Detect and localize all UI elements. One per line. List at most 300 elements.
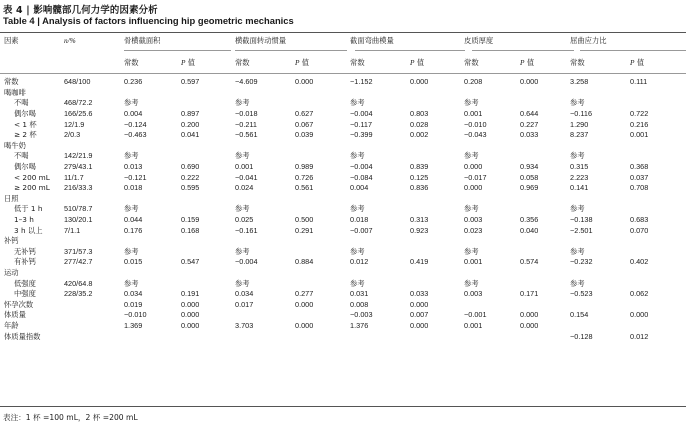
cell-coef: 0.208 bbox=[464, 77, 483, 87]
cell-p: 0.070 bbox=[630, 225, 649, 235]
cell-coef: 3.703 bbox=[235, 320, 254, 330]
cell-coef: 0.018 bbox=[124, 183, 143, 193]
cell-p bbox=[520, 98, 570, 109]
header-group-2: 横截面转动惯量 bbox=[235, 36, 287, 45]
cell-p: 0.356 bbox=[520, 215, 539, 225]
table-row bbox=[0, 247, 686, 258]
cell-coef: 参考 bbox=[350, 98, 365, 108]
cell-p: 0.419 bbox=[410, 257, 429, 267]
cell-coef: 参考 bbox=[570, 246, 585, 256]
table-note: 表注：1 杯 =100 mL，2 杯 =200 mL bbox=[3, 413, 138, 422]
table-title-cn: 表 4 | 影响髋部几何力学的因素分析 bbox=[3, 5, 158, 16]
top-rule bbox=[0, 32, 686, 33]
cell-p bbox=[630, 88, 686, 99]
group-underline bbox=[124, 50, 231, 51]
cell-coef bbox=[350, 331, 410, 342]
cell-coef: 参考 bbox=[124, 204, 139, 214]
cell-p bbox=[295, 331, 350, 342]
cell-coef: 参考 bbox=[350, 246, 365, 256]
cell-coef: −0.121 bbox=[124, 172, 147, 182]
table-row bbox=[0, 109, 686, 120]
cell-p bbox=[630, 141, 686, 152]
cell-p: 0.000 bbox=[520, 77, 539, 87]
cell-coef: 1.290 bbox=[570, 119, 589, 129]
cell-coef: 0.000 bbox=[464, 183, 483, 193]
cell-coef: 参考 bbox=[350, 151, 365, 161]
cell-p bbox=[410, 204, 464, 215]
cell-p: 0.934 bbox=[520, 162, 539, 172]
cell-coef: 0.034 bbox=[235, 289, 254, 299]
cell-coef bbox=[464, 88, 520, 99]
row-label: 运动 bbox=[4, 267, 19, 277]
table-row bbox=[0, 236, 686, 247]
cell-coef: 参考 bbox=[570, 278, 585, 288]
cell-coef: −0.043 bbox=[464, 130, 487, 140]
cell-coef: −0.232 bbox=[570, 257, 593, 267]
cell-p: 0.000 bbox=[410, 77, 429, 87]
cell-coef: 0.003 bbox=[464, 289, 483, 299]
group-underline bbox=[355, 50, 465, 51]
cell-p: 0.111 bbox=[630, 77, 648, 87]
row-np: 510/78.7 bbox=[64, 204, 93, 214]
cell-p bbox=[295, 98, 350, 109]
cell-p: 0.708 bbox=[630, 183, 649, 193]
cell-coef bbox=[124, 194, 181, 205]
cell-coef: 参考 bbox=[464, 98, 479, 108]
cell-p bbox=[295, 141, 350, 152]
cell-p bbox=[181, 247, 235, 258]
cell-coef: 0.019 bbox=[124, 299, 143, 309]
cell-coef bbox=[464, 194, 520, 205]
cell-p: 0.989 bbox=[295, 162, 314, 172]
cell-p bbox=[295, 247, 350, 258]
cell-p: 0.159 bbox=[181, 215, 200, 225]
cell-coef: 参考 bbox=[464, 204, 479, 214]
cell-p: 0.040 bbox=[520, 225, 539, 235]
cell-p: 0.897 bbox=[181, 109, 200, 119]
cell-coef: −0.001 bbox=[464, 310, 487, 320]
cell-coef: −0.128 bbox=[570, 331, 593, 341]
cell-coef bbox=[464, 141, 520, 152]
cell-coef bbox=[235, 236, 295, 247]
cell-coef bbox=[235, 194, 295, 205]
row-label: 年龄 bbox=[4, 320, 19, 330]
row-label: 1–3 h bbox=[14, 215, 34, 225]
cell-p bbox=[295, 88, 350, 99]
cell-coef: −0.041 bbox=[235, 172, 258, 182]
cell-coef bbox=[124, 236, 181, 247]
row-np bbox=[64, 88, 124, 99]
cell-coef: 参考 bbox=[235, 278, 250, 288]
row-np: 142/21.9 bbox=[64, 151, 93, 161]
row-np: 11/1.7 bbox=[64, 172, 84, 182]
cell-p bbox=[630, 321, 686, 332]
table-row bbox=[0, 172, 686, 183]
table-row bbox=[0, 215, 686, 226]
cell-p: 0.597 bbox=[181, 77, 200, 87]
table-row bbox=[0, 194, 686, 205]
cell-p: 0.216 bbox=[630, 119, 649, 129]
cell-p bbox=[181, 98, 235, 109]
row-label: < 200 mL bbox=[14, 172, 50, 182]
cell-p: 0.683 bbox=[630, 215, 649, 225]
cell-p bbox=[630, 278, 686, 289]
cell-coef: −0.523 bbox=[570, 289, 593, 299]
cell-coef: 参考 bbox=[235, 204, 250, 214]
cell-p: 0.000 bbox=[181, 299, 200, 309]
cell-coef: 0.044 bbox=[124, 215, 143, 225]
cell-p: 0.836 bbox=[410, 183, 429, 193]
cell-coef: 参考 bbox=[235, 151, 250, 161]
table-row bbox=[0, 130, 686, 141]
cell-p: 0.839 bbox=[410, 162, 429, 172]
cell-coef: 0.315 bbox=[570, 162, 589, 172]
header-group-4: 皮质厚度 bbox=[464, 36, 494, 45]
row-label: 低于 1 h bbox=[14, 204, 43, 214]
cell-coef: 0.004 bbox=[350, 183, 369, 193]
cell-coef: 0.017 bbox=[235, 299, 254, 309]
header-const: 常数 bbox=[464, 58, 479, 67]
cell-p bbox=[295, 278, 350, 289]
cell-coef: 0.141 bbox=[570, 183, 589, 193]
cell-p: 0.012 bbox=[630, 331, 649, 341]
table-row bbox=[0, 119, 686, 130]
row-np bbox=[64, 236, 124, 247]
row-label: ≥ 2 杯 bbox=[14, 130, 37, 140]
row-np: 2/0.3 bbox=[64, 130, 81, 140]
cell-coef bbox=[124, 141, 181, 152]
cell-p: 0.222 bbox=[181, 172, 200, 182]
cell-p: 0.969 bbox=[520, 183, 539, 193]
header-p: P 值 bbox=[520, 58, 535, 67]
cell-p: 0.000 bbox=[295, 320, 314, 330]
row-np bbox=[64, 299, 124, 310]
cell-coef: −0.161 bbox=[235, 225, 258, 235]
factor-table bbox=[0, 34, 686, 342]
cell-coef: 1.369 bbox=[124, 320, 143, 330]
cell-coef: 0.176 bbox=[124, 225, 143, 235]
cell-p: 0.227 bbox=[520, 119, 539, 129]
cell-coef: −0.117 bbox=[350, 119, 373, 129]
row-label: 日照 bbox=[4, 193, 19, 203]
cell-coef: 0.001 bbox=[235, 162, 254, 172]
cell-coef: −2.501 bbox=[570, 225, 593, 235]
cell-coef: −0.124 bbox=[124, 119, 147, 129]
header-rule bbox=[0, 73, 686, 74]
cell-p: 0.627 bbox=[295, 109, 314, 119]
cell-p: 0.000 bbox=[520, 320, 539, 330]
cell-p bbox=[520, 268, 570, 279]
row-np: 216/33.3 bbox=[64, 183, 93, 193]
cell-p: 0.547 bbox=[181, 257, 200, 267]
row-label: 偶尔喝 bbox=[14, 162, 36, 172]
cell-p: 0.803 bbox=[410, 109, 429, 119]
cell-p: 0.041 bbox=[181, 130, 200, 140]
cell-p: 0.722 bbox=[630, 109, 649, 119]
cell-p bbox=[630, 204, 686, 215]
cell-coef: 0.015 bbox=[124, 257, 143, 267]
cell-p bbox=[520, 331, 570, 342]
cell-coef: 0.001 bbox=[464, 320, 483, 330]
cell-coef: −0.463 bbox=[124, 130, 147, 140]
cell-coef bbox=[350, 194, 410, 205]
cell-p bbox=[410, 236, 464, 247]
cell-p: 0.039 bbox=[295, 130, 314, 140]
cell-p: 0.168 bbox=[181, 225, 200, 235]
table-row bbox=[0, 162, 686, 173]
cell-p: 0.000 bbox=[410, 299, 429, 309]
row-np: 420/64.8 bbox=[64, 278, 93, 288]
cell-coef: −0.561 bbox=[235, 130, 258, 140]
header-np: n/% bbox=[64, 36, 76, 45]
table-row bbox=[0, 225, 686, 236]
cell-coef: 参考 bbox=[124, 98, 139, 108]
cell-coef bbox=[570, 321, 630, 332]
row-np bbox=[64, 310, 124, 321]
row-np: 468/72.2 bbox=[64, 98, 93, 108]
cell-coef: 参考 bbox=[350, 204, 365, 214]
cell-coef: 0.018 bbox=[350, 215, 369, 225]
cell-p: 0.726 bbox=[295, 172, 314, 182]
table-row bbox=[0, 151, 686, 162]
cell-p bbox=[295, 268, 350, 279]
header-row-sub bbox=[0, 52, 686, 74]
cell-coef: −0.004 bbox=[350, 162, 373, 172]
cell-p bbox=[181, 331, 235, 342]
cell-p: 0.000 bbox=[181, 310, 200, 320]
cell-p bbox=[181, 204, 235, 215]
cell-coef bbox=[235, 310, 295, 321]
table-body bbox=[0, 74, 686, 342]
cell-p bbox=[520, 278, 570, 289]
cell-coef: 参考 bbox=[124, 246, 139, 256]
header-group-5: 屈曲应力比 bbox=[570, 36, 607, 45]
cell-coef: 0.003 bbox=[464, 215, 483, 225]
cell-p bbox=[520, 247, 570, 258]
cell-p: 0.000 bbox=[295, 299, 314, 309]
cell-p: 0.368 bbox=[630, 162, 649, 172]
cell-p: 0.037 bbox=[630, 172, 649, 182]
cell-coef: 参考 bbox=[124, 278, 139, 288]
cell-p: 0.002 bbox=[410, 130, 429, 140]
cell-coef: 参考 bbox=[570, 204, 585, 214]
row-label: < 1 杯 bbox=[14, 119, 37, 129]
cell-coef bbox=[235, 141, 295, 152]
cell-coef bbox=[350, 141, 410, 152]
cell-p: 0.690 bbox=[181, 162, 200, 172]
row-np bbox=[64, 141, 124, 152]
cell-p bbox=[630, 299, 686, 310]
row-label: 低强度 bbox=[14, 278, 36, 288]
row-label: 偶尔喝 bbox=[14, 109, 36, 119]
cell-p: 0.007 bbox=[410, 310, 429, 320]
cell-p bbox=[295, 310, 350, 321]
row-label: 体质量指数 bbox=[4, 331, 41, 341]
cell-p: 0.574 bbox=[520, 257, 539, 267]
group-underline bbox=[472, 50, 574, 51]
cell-coef: 0.031 bbox=[350, 289, 369, 299]
header-p: P 值 bbox=[181, 58, 196, 67]
cell-p bbox=[181, 141, 235, 152]
table-row bbox=[0, 204, 686, 215]
cell-p bbox=[520, 236, 570, 247]
cell-p: 0.000 bbox=[181, 320, 200, 330]
cell-p: 0.058 bbox=[520, 172, 539, 182]
row-np: 166/25.6 bbox=[64, 109, 93, 119]
cell-p bbox=[630, 194, 686, 205]
cell-p bbox=[181, 236, 235, 247]
row-np: 228/35.2 bbox=[64, 289, 93, 299]
cell-coef: 参考 bbox=[570, 151, 585, 161]
cell-coef bbox=[350, 236, 410, 247]
row-label: 中强度 bbox=[14, 289, 36, 299]
cell-p: 0.000 bbox=[295, 77, 314, 87]
row-label: 补钙 bbox=[4, 236, 19, 246]
header-const: 常数 bbox=[570, 58, 585, 67]
table-title-en: Table 4 | Analysis of factors influencing hip geometric mechanics bbox=[3, 15, 294, 26]
cell-coef: 2.223 bbox=[570, 172, 589, 182]
cell-p: 0.884 bbox=[295, 257, 314, 267]
cell-p bbox=[410, 141, 464, 152]
table-row bbox=[0, 331, 686, 342]
cell-p bbox=[295, 204, 350, 215]
cell-p bbox=[410, 278, 464, 289]
cell-coef: −0.004 bbox=[235, 257, 258, 267]
cell-p: 0.200 bbox=[181, 119, 200, 129]
row-label: 体质量 bbox=[4, 310, 26, 320]
cell-p: 0.923 bbox=[410, 225, 429, 235]
cell-coef bbox=[570, 194, 630, 205]
table-row bbox=[0, 88, 686, 99]
row-np bbox=[64, 321, 124, 332]
cell-coef: 参考 bbox=[464, 278, 479, 288]
cell-coef: 0.024 bbox=[235, 183, 254, 193]
cell-coef bbox=[570, 299, 630, 310]
cell-p bbox=[410, 331, 464, 342]
header-factor: 因素 bbox=[4, 36, 19, 45]
row-np: 12/1.9 bbox=[64, 119, 85, 129]
cell-p: 0.000 bbox=[410, 320, 429, 330]
cell-p: 0.000 bbox=[630, 310, 649, 320]
cell-p bbox=[181, 268, 235, 279]
cell-p bbox=[630, 236, 686, 247]
cell-coef: 0.001 bbox=[464, 257, 483, 267]
table-row bbox=[0, 289, 686, 300]
cell-coef bbox=[235, 268, 295, 279]
cell-p bbox=[181, 151, 235, 162]
table-row bbox=[0, 321, 686, 332]
cell-coef: −0.211 bbox=[235, 119, 257, 129]
cell-coef: 参考 bbox=[235, 98, 250, 108]
row-label: 有补钙 bbox=[14, 257, 36, 267]
cell-coef bbox=[350, 268, 410, 279]
row-label: 3 h 以上 bbox=[14, 225, 43, 235]
group-underline bbox=[235, 50, 347, 51]
cell-coef: 1.376 bbox=[350, 320, 369, 330]
bottom-rule bbox=[0, 406, 686, 407]
cell-p bbox=[520, 88, 570, 99]
row-np: 279/43.1 bbox=[64, 162, 93, 172]
row-np: 648/100 bbox=[64, 77, 91, 87]
cell-coef bbox=[235, 88, 295, 99]
cell-p bbox=[520, 194, 570, 205]
cell-coef: −0.007 bbox=[350, 225, 373, 235]
header-p: P 值 bbox=[295, 58, 310, 67]
cell-p: 0.291 bbox=[295, 225, 314, 235]
cell-coef: 0.154 bbox=[570, 310, 589, 320]
cell-coef: 0.012 bbox=[350, 257, 369, 267]
table-row bbox=[0, 257, 686, 268]
cell-p: 0.277 bbox=[295, 289, 314, 299]
cell-p bbox=[410, 98, 464, 109]
cell-p bbox=[630, 151, 686, 162]
cell-coef: −0.084 bbox=[350, 172, 373, 182]
cell-coef bbox=[570, 141, 630, 152]
cell-coef bbox=[350, 88, 410, 99]
cell-coef: 0.023 bbox=[464, 225, 483, 235]
header-group-3: 截面弯曲模量 bbox=[350, 36, 394, 45]
row-label: ≥ 200 mL bbox=[14, 183, 50, 193]
cell-coef: 参考 bbox=[350, 278, 365, 288]
table-row bbox=[0, 98, 686, 109]
row-np: 7/1.1 bbox=[64, 225, 81, 235]
cell-p bbox=[295, 151, 350, 162]
table-row bbox=[0, 141, 686, 152]
cell-p: 0.062 bbox=[630, 289, 649, 299]
cell-coef bbox=[570, 88, 630, 99]
header-const: 常数 bbox=[124, 58, 139, 67]
row-label: 不喝 bbox=[14, 98, 29, 108]
row-np: 371/57.3 bbox=[64, 246, 93, 256]
cell-coef: −0.010 bbox=[124, 310, 147, 320]
cell-coef bbox=[464, 331, 520, 342]
row-np bbox=[64, 194, 124, 205]
table-row bbox=[0, 299, 686, 310]
cell-p: 0.125 bbox=[410, 172, 429, 182]
row-np bbox=[64, 331, 124, 342]
row-np: 130/20.1 bbox=[64, 215, 93, 225]
cell-p: 0.313 bbox=[410, 215, 429, 225]
cell-coef: −0.399 bbox=[350, 130, 373, 140]
cell-p: 0.402 bbox=[630, 257, 649, 267]
cell-p bbox=[295, 194, 350, 205]
header-p: P 值 bbox=[410, 58, 425, 67]
cell-coef bbox=[124, 331, 181, 342]
cell-coef: −0.003 bbox=[350, 310, 373, 320]
cell-coef: −1.152 bbox=[350, 77, 373, 87]
cell-p bbox=[410, 268, 464, 279]
group-underline bbox=[580, 50, 686, 51]
cell-p bbox=[181, 278, 235, 289]
cell-p bbox=[520, 204, 570, 215]
cell-p: 0.171 bbox=[520, 289, 539, 299]
cell-coef: −0.138 bbox=[570, 215, 593, 225]
cell-coef: 参考 bbox=[464, 151, 479, 161]
cell-coef bbox=[570, 236, 630, 247]
row-label: 怀孕次数 bbox=[4, 299, 34, 309]
cell-p: 0.001 bbox=[630, 130, 649, 140]
cell-p: 0.033 bbox=[410, 289, 429, 299]
table-row bbox=[0, 310, 686, 321]
header-group-1: 骨横截面积 bbox=[124, 36, 161, 45]
cell-p: 0.595 bbox=[181, 183, 200, 193]
cell-coef: 3.258 bbox=[570, 77, 589, 87]
cell-p bbox=[630, 247, 686, 258]
table-row bbox=[0, 183, 686, 194]
cell-p bbox=[520, 141, 570, 152]
cell-coef bbox=[464, 268, 520, 279]
cell-coef bbox=[464, 299, 520, 310]
